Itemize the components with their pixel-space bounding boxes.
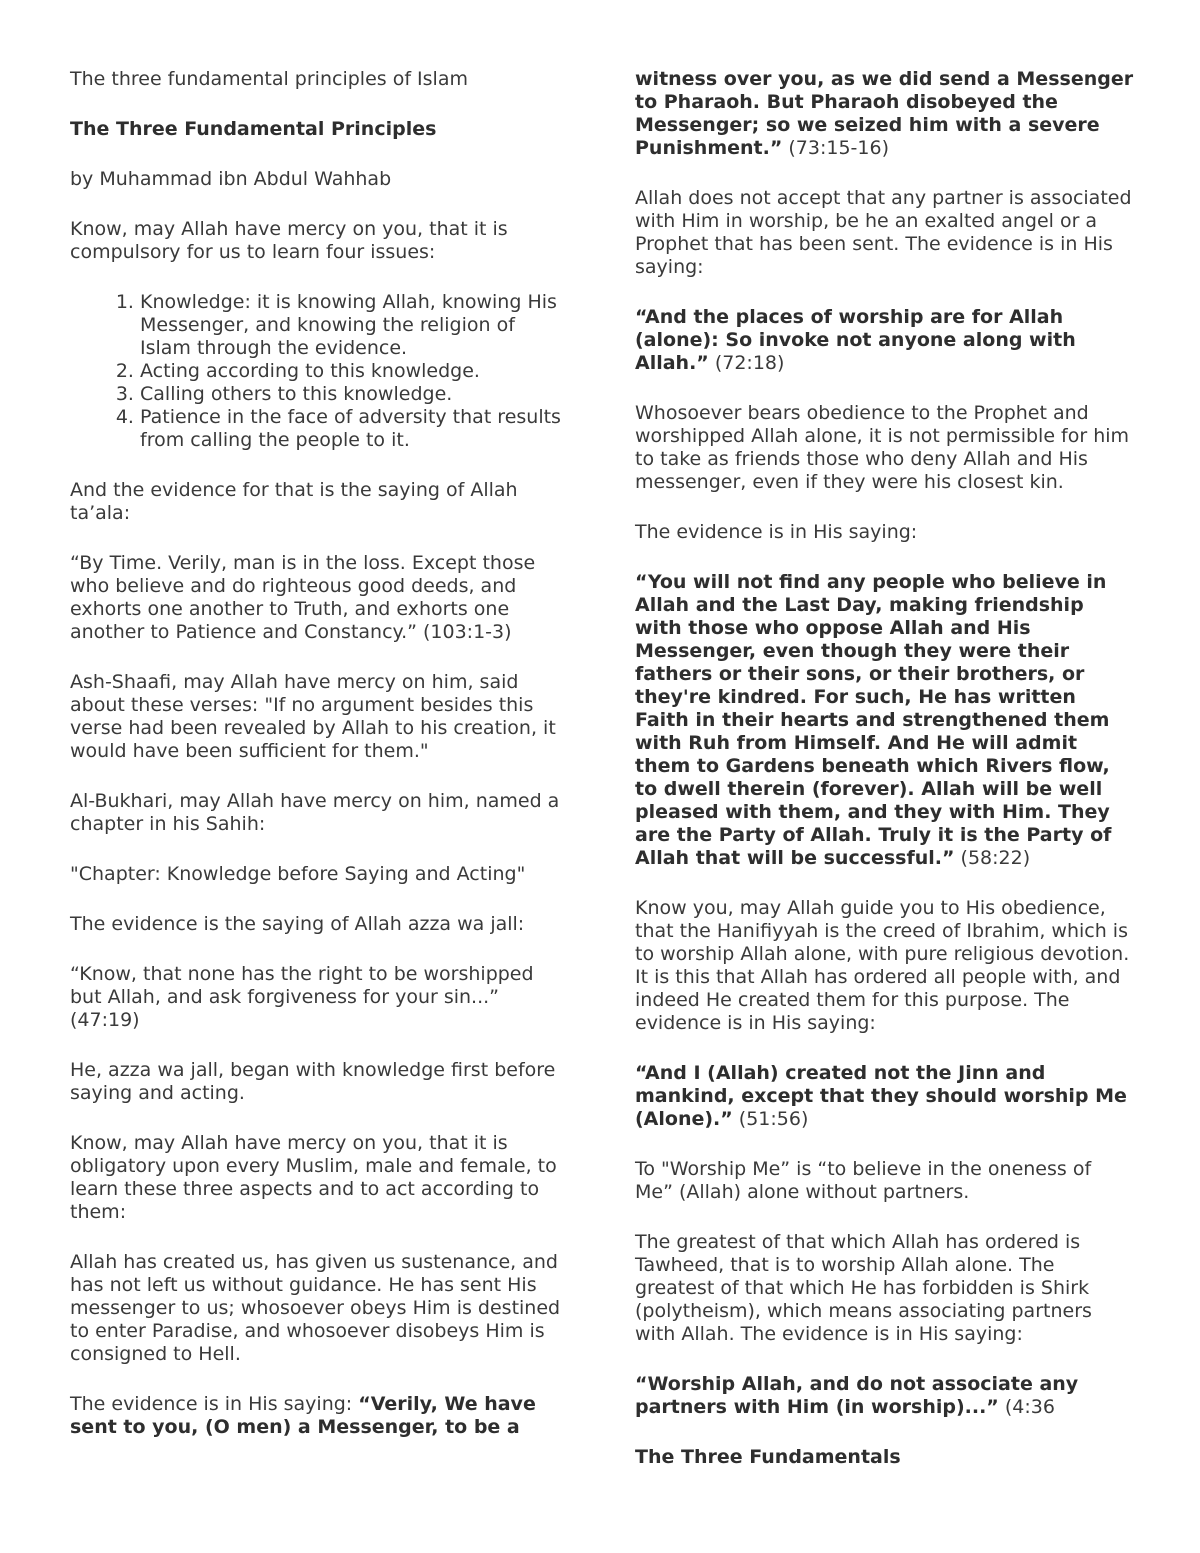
verse-quote: “And I (Allah) created not the Jinn and mankind, except that they should worship Me (Alone).”	[635, 1062, 1127, 1130]
author-line: by Muhammad ibn Abdul Wahhab	[70, 168, 392, 190]
section-heading: The Three Fundamentals	[635, 1446, 901, 1468]
four-issues-list	[70, 291, 570, 452]
verse-reference: (51:56)	[732, 1108, 809, 1130]
list-item: 1. Knowledge: it is knowing Allah, knowing His Messenger, and knowing the religion of Islam through the evidence.	[140, 291, 570, 360]
left-column	[70, 68, 570, 1466]
paragraph: Know you, may Allah guide you to His obedience, that the Hanifiyyah is the creed of Ibrahim, which is to worship Allah alone, with pure religious devotion. It is this that Allah has ordered all people with, and indeed He created them for this purpose. The evidence is in His saying:	[635, 897, 1130, 1034]
verse-reference: (4:36	[998, 1396, 1055, 1418]
paragraph: Al-Bukhari, may Allah have mercy on him, named a chapter in his Sahih:	[70, 790, 560, 835]
verse-quote: “You will not find any people who believe in Allah and the Last Day, making friendship with those who oppose Allah and His Messenger, even though they were their fathers or their sons, or their brothers, or they're kindred. For such, He has written Faith in their hearts and strengthened them with Ruh from Himself. And He will admit them to Gardens beneath which Rivers flow, to dwell therein (forever). Allah will be well pleased with them, and they with Him. They are the Party of Allah. Truly it is the Party of Allah that will be successful.”	[635, 571, 1112, 869]
paragraph: Whosoever bears obedience to the Prophet and worshipped Allah alone, it is not permissible for him to take as friends those who deny Allah and His messenger, even if they were his closest kin.	[635, 402, 1130, 493]
verse-reference: (72:18)	[708, 352, 785, 374]
right-column	[635, 68, 1135, 1496]
intro-paragraph: Know, may Allah have mercy on you, that it is compulsory for us to learn four issues:	[70, 218, 508, 263]
quote-paragraph: “By Time. Verily, man is in the loss. Except those who believe and do righteous good deeds, and exhorts one another to Truth, and exhorts one another to Patience and Constancy.” (103:1-3)	[70, 552, 536, 643]
paragraph: Ash-Shaafi, may Allah have mercy on him, said about these verses: "If no argument besides this verse had been revealed by Allah to his creation, it would have been sufficient for them."	[70, 671, 556, 762]
paragraph	[635, 306, 1135, 375]
list-item: 2. Acting according to this knowledge.	[140, 360, 570, 383]
paragraph	[635, 68, 1135, 160]
verse-quote: “Worship Allah, and do not associate any partners with Him (in worship)...”	[635, 1373, 1079, 1418]
verse-quote: witness over you, as we did send a Messenger to Pharaoh. But Pharaoh disobeyed the Messenger; so we seized him with a severe Punishment.”	[635, 68, 1134, 159]
paragraph: To "Worship Me” is “to believe in the oneness of Me” (Allah) alone without partners.	[635, 1158, 1092, 1203]
paragraph	[70, 1393, 570, 1439]
paragraph: And the evidence for that is the saying of Allah ta’ala:	[70, 479, 518, 524]
paragraph: The evidence is the saying of Allah azza wa jall:	[70, 913, 525, 935]
list-item: 3. Calling others to this knowledge.	[140, 383, 570, 406]
section-heading: The Three Fundamental Principles	[70, 118, 437, 140]
chapter-title: "Chapter: Knowledge before Saying and Acting"	[70, 863, 526, 885]
paragraph	[635, 1062, 1135, 1131]
verse-quote: “And the places of worship are for Allah (alone): So invoke not anyone along with Allah.”	[635, 306, 1076, 374]
paragraph: Allah has created us, has given us sustenance, and has not left us without guidance. He has sent His messenger to us; whosoever obeys Him is destined to enter Paradise, and whosoever disobeys Him is consigned to Hell.	[70, 1251, 561, 1365]
paragraph: The evidence is in His saying:	[635, 521, 918, 543]
paragraph: The greatest of that which Allah has ordered is Tawheed, that is to worship Allah alone. The greatest of that which He has forbidden is Shirk (polytheism), which means associating partners with Allah. The evidence is in His saying:	[635, 1231, 1092, 1345]
list-item: 4. Patience in the face of adversity that results from calling the people to it.	[140, 406, 570, 452]
paragraph	[635, 1373, 1135, 1419]
paragraph: He, azza wa jall, began with knowledge first before saying and acting.	[70, 1059, 556, 1104]
paragraph: Know, may Allah have mercy on you, that it is obligatory upon every Muslim, male and female, to learn these three aspects and to act according to them:	[70, 1132, 557, 1223]
verse-reference: (58:22)	[954, 847, 1031, 869]
paragraph	[635, 571, 1135, 870]
document-title: The three fundamental principles of Islam	[70, 68, 468, 90]
verse-quote: “Verily, We have sent to you, (O men) a Messenger, to be a	[70, 1393, 536, 1438]
evidence-intro: The evidence is in His saying:	[70, 1393, 359, 1415]
verse-reference: (73:15-16)	[782, 137, 889, 159]
quote-paragraph: “Know, that none has the right to be worshipped but Allah, and ask forgiveness for your sin...” (47:19)	[70, 963, 534, 1031]
paragraph: Allah does not accept that any partner is associated with Him in worship, be he an exalted angel or a Prophet that has been sent. The evidence is in His saying:	[635, 187, 1132, 278]
